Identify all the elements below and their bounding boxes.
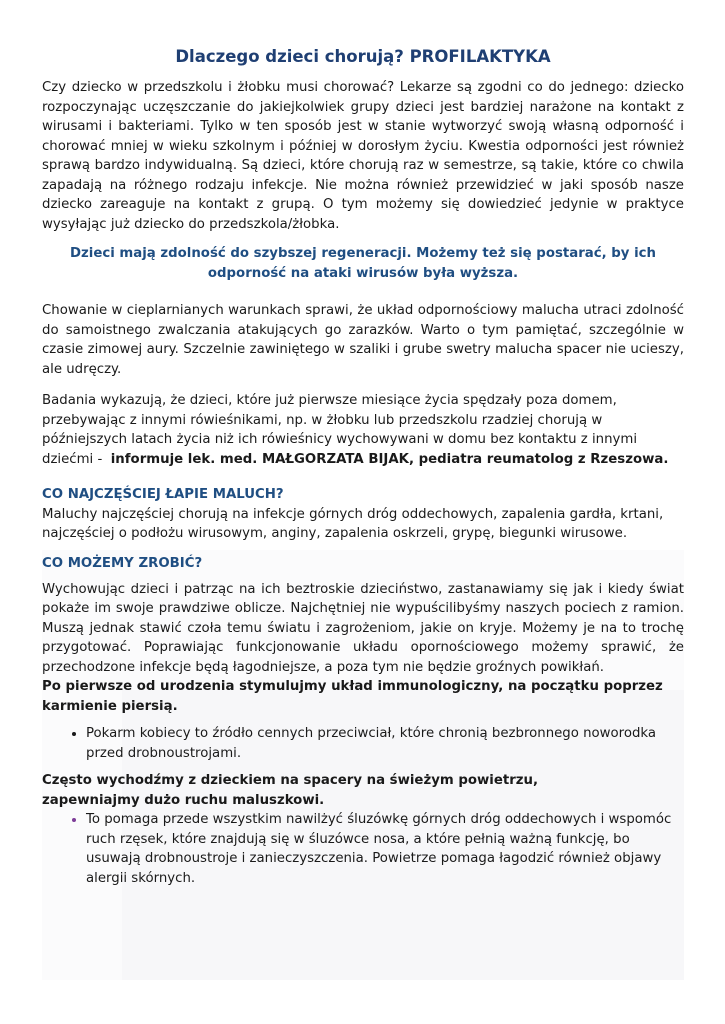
paragraph-3-source: informuje lek. med. MAŁGORZATA BIJAK, pediatra reumatolog z Rzeszowa. <box>110 451 669 467</box>
section-2-bold-1: Po pierwsze od urodzenia stymulujmy układ immunologiczny, na początku poprzez karmienie piersią. <box>42 679 663 714</box>
paragraph-2: Chowanie w cieplarnianych warunkach sprawi, że układ odpornościowy malucha utraci zdolność do samoistnego zwalczania atakujących go zarazków. Warto o tym pamiętać, szczególnie w czasie zimowej aury. Szczelnie zawiniętego w szaliki i grube swetry malucha spacer nie ucieszy, ale udręczy. <box>42 303 684 377</box>
list-item: • To pomaga przede wszystkim nawilżyć śluzówkę górnych dróg oddechowych i wspomóc ruch rzęsek, które znajdują się w śluzówce nosa, a które pełnią ważną funkcję, bo usuwają drobnoustroje i zanieczyszczenia. Powietrze pomaga łagodzić również objawy alergii skórnych. <box>86 810 684 888</box>
section-1-heading: CO NAJCZĘŚCIEJ ŁAPIE MALUCH? <box>42 487 284 502</box>
intro-paragraph: Czy dziecko w przedszkolu i żłobku musi chorować? Lekarze są zgodni co do jednego: dziecko rozpoczynając uczęszczanie do jakiejkolwiek grupy dzieci jest bardziej narażone na kontakt z wirusami i bakteriami. Tylko w ten sposób jest w stanie wytworzyć swoją własną odporność i chorować mniej w wieku szkolnym i później w dorosłym życiu. Kwestia odporności jest również sprawą bardzo indywidualną. Są dzieci, które chorują raz w semestrze, są takie, które co chwila zapadają na różnego rodzaju infekcje. Nie można również przewidzieć w jaki sposób nasze dziecko zareaguje na kontakt z grupą. O tym możemy się dowiedzieć jedynie w praktyce wysyłając już dziecko do przedszkola/żłobka. <box>42 80 684 232</box>
page-title: Dlaczego dzieci chorują? PROFILAKTYKA <box>175 47 551 66</box>
section-2-text: Wychowując dzieci i patrząc na ich beztroskie dzieciństwo, zastanawiamy się jak i kiedy świat pokaże im swoje prawdziwe oblicze. Najchętniej nie wypuścilibyśmy naszych pociech z ramion. Muszą jednak stawić czoła temu światu i zagrożeniom, jakie on kryje. Możemy je na to trochę przygotować. Poprawiając funkcjonowanie układu opornościowego możemy sprawić, że przechodzone infekcje będą łagodniejsze, a poza tym nie będzie groźnych powikłań. <box>42 581 684 675</box>
section-2-heading: CO MOŻEMY ZROBIĆ? <box>42 556 203 571</box>
document-body <box>42 46 684 544</box>
section-2-bold-2b: zapewniajmy dużo ruchu maluszkowi. <box>42 792 325 808</box>
paragraph-3 <box>42 391 684 469</box>
bullet-list-2 <box>42 810 684 888</box>
section-1-text: Maluchy najczęściej chorują na infekcje górnych dróg oddechowych, zapalenia gardła, krtani, najczęściej o podłożu wirusowym, anginy, zapalenia oskrzeli, grypę, biegunki wirusowe. <box>42 506 664 541</box>
highlight-callout: Dzieci mają zdolność do szybszej regeneracji. Możemy też się postarać, by ich odporność na ataki wirusów była wyższa. <box>69 246 657 281</box>
list-item: • Pokarm kobiecy to źródło cennych przeciwciał, które chronią bezbronnego noworodka przed drobnoustrojami. <box>86 724 684 763</box>
paragraph-3-text: Badania wykazują, że dzieci, które już pierwsze miesiące życia spędzały poza domem, przebywając z innymi rówieśnikami, np. w żłobku lub przedszkolu rzadziej chorują w późniejszych latach życia niż ich rówieśnicy wychowywani w domu bez kontaktu z innymi dziećmi - <box>42 393 638 467</box>
bullet-list-1 <box>42 724 684 763</box>
section-2 <box>42 554 684 896</box>
section-2-bold-2a: Często wychodźmy z dzieckiem na spacery na świeżym powietrzu, <box>42 773 539 788</box>
